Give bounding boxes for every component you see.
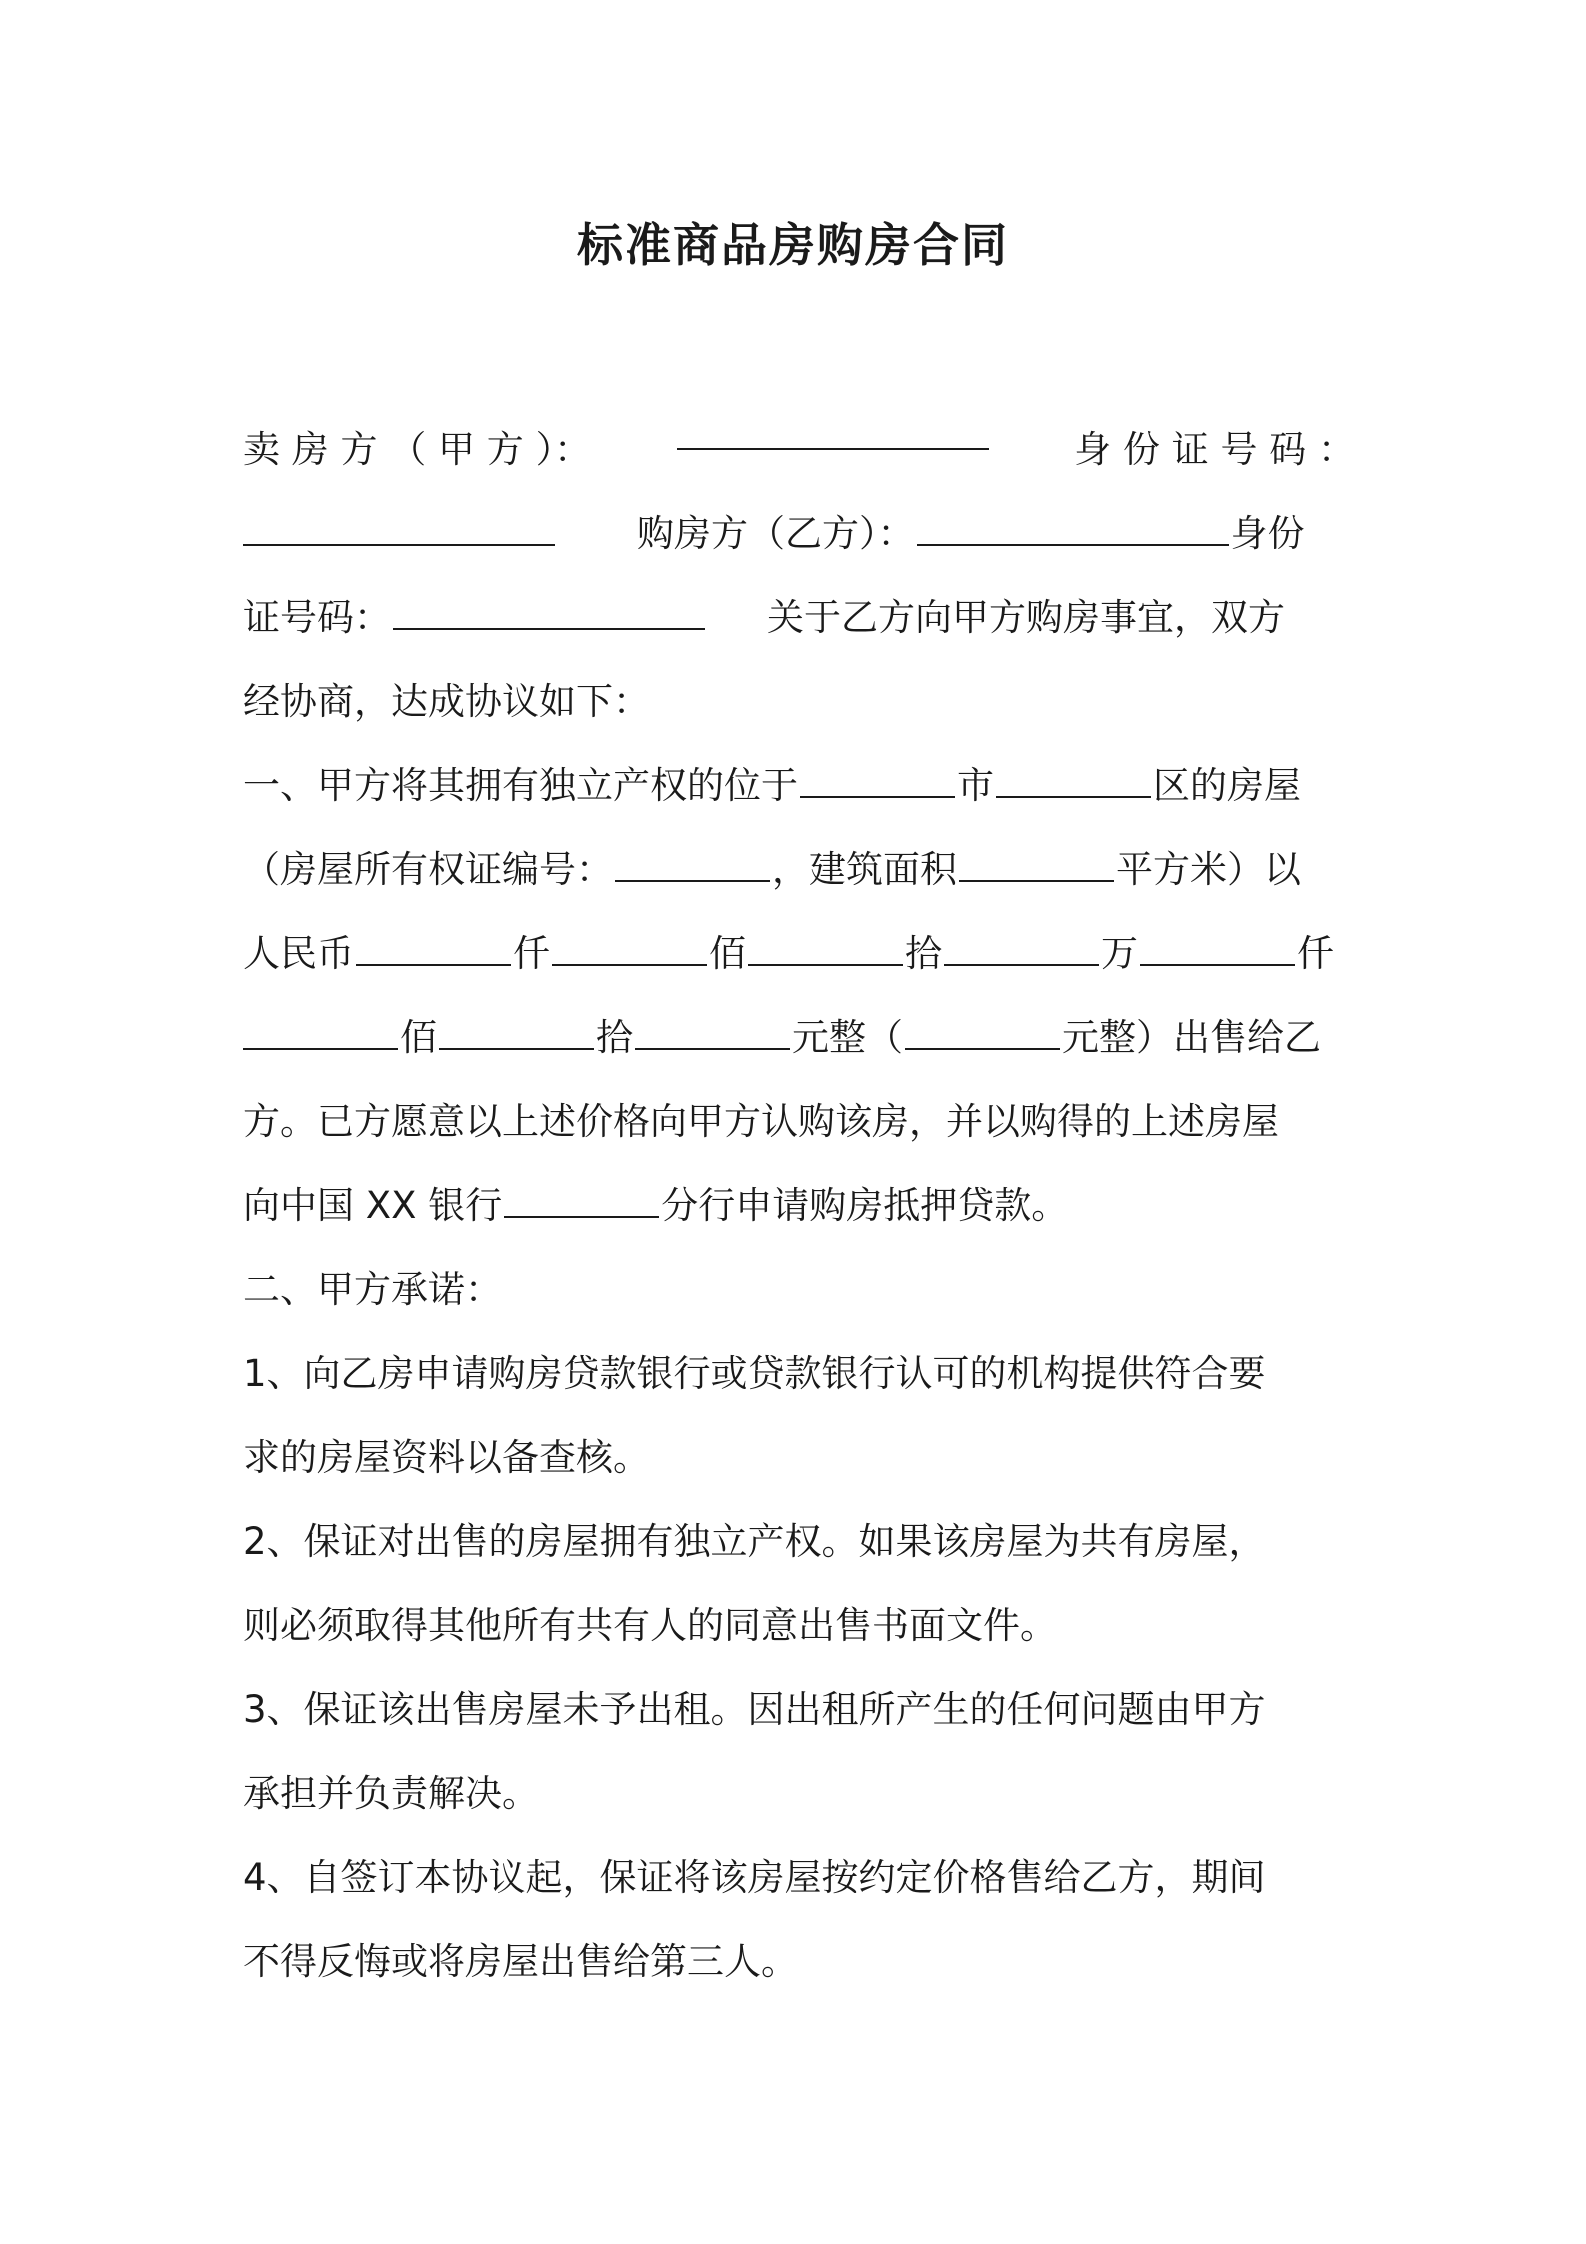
amount-digits-blank[interactable] (905, 1008, 1060, 1050)
unit-bai-2: 佰 (400, 1016, 437, 1059)
item-1-line-2 (243, 1416, 1355, 1500)
buyer-id-line (243, 576, 1355, 660)
bank-branch-label: 分行申请购房抵押贷款。 (661, 1184, 1069, 1227)
item-4-text-1: 4、自签订本协议起，保证将该房屋按约定价格售给乙方，期间 (243, 1856, 1266, 1899)
unit-wan: 万 (1101, 932, 1138, 975)
item-3-text-2: 承担并负责解决。 (243, 1772, 539, 1815)
amount-blank-6[interactable] (243, 1008, 398, 1050)
amount-blank-2[interactable] (552, 924, 707, 966)
clause-1-line-1 (243, 744, 1355, 828)
city-label: 市 (957, 764, 994, 807)
amount-blank-4[interactable] (944, 924, 1099, 966)
contract-body (243, 408, 1355, 2004)
clause-1-line-2 (243, 828, 1355, 912)
item-4-line-2 (243, 1920, 1355, 2004)
seller-name-blank[interactable] (677, 408, 989, 450)
cert-no-label: （房屋所有权证编号： (243, 848, 613, 891)
item-2-text-1: 2、保证对出售的房屋拥有独立产权。如果该房屋为共有房屋， (243, 1520, 1266, 1563)
area-label: ，建筑面积 (772, 848, 957, 891)
item-2-line-1 (243, 1500, 1355, 1584)
preamble-line-2 (243, 660, 1355, 744)
seller-id-blank[interactable] (243, 504, 555, 546)
amount-blank-5[interactable] (1140, 924, 1295, 966)
unit-yuan-open: 元整（ (792, 1016, 903, 1059)
seller-label: 卖 房 方 （ 甲 方 ）： (243, 428, 592, 471)
clause-1-line-5 (243, 1080, 1355, 1164)
buyer-name-blank[interactable] (917, 504, 1229, 546)
document-title: 标准商品房购房合同 (577, 218, 1009, 272)
clause-1-line-4 (243, 996, 1355, 1080)
unit-bai-1: 佰 (709, 932, 746, 975)
rmb-label: 人民币 (243, 932, 354, 975)
unit-yuan-close: 元整）出售给乙 (1062, 1016, 1321, 1059)
unit-qian-1: 仟 (513, 932, 550, 975)
seller-id-label: 身 份 证 号 码 ： (1074, 428, 1355, 471)
preamble-text-2: 经协商，达成协议如下： (243, 680, 650, 723)
clause-2-heading (243, 1248, 1355, 1332)
item-3-line-1 (243, 1668, 1355, 1752)
item-3-text-1: 3、保证该出售房屋未予出租。因出租所产生的任何问题由甲方 (243, 1688, 1266, 1731)
clause-1-text-5: 方。已方愿意以上述价格向甲方认购该房，并以购得的上述房屋 (243, 1100, 1279, 1143)
seller-line (243, 408, 1355, 492)
item-1-text-2: 求的房屋资料以备查核。 (243, 1436, 650, 1479)
city-blank[interactable] (800, 756, 955, 798)
item-2-line-2 (243, 1584, 1355, 1668)
item-4-text-2: 不得反悔或将房屋出售给第三人。 (243, 1940, 798, 1983)
item-3-line-2 (243, 1752, 1355, 1836)
amount-blank-3[interactable] (748, 924, 903, 966)
bank-label: 向中国 XX 银行 (243, 1184, 503, 1227)
item-1-text-1: 1、向乙房申请购房贷款银行或贷款银行认可的机构提供符合要 (243, 1352, 1266, 1395)
item-4-line-1 (243, 1836, 1355, 1920)
bank-branch-blank[interactable] (504, 1176, 659, 1218)
area-unit: 平方米）以 (1116, 848, 1301, 891)
buyer-id-label-part2: 证号码： (243, 596, 391, 639)
amount-blank-8[interactable] (635, 1008, 790, 1050)
unit-shi-1: 拾 (905, 932, 942, 975)
preamble-text: 关于乙方向甲方购房事宜，双方 (767, 596, 1285, 639)
district-label: 区的房屋 (1153, 764, 1301, 807)
item-1-line-1 (243, 1332, 1355, 1416)
clause-1-intro: 一、甲方将其拥有独立产权的位于 (243, 764, 798, 807)
unit-shi-2: 拾 (596, 1016, 633, 1059)
amount-blank-7[interactable] (439, 1008, 594, 1050)
area-blank[interactable] (959, 840, 1114, 882)
clause-1-line-3 (243, 912, 1355, 996)
buyer-label: 购房方（乙方）： (637, 512, 915, 555)
buyer-id-blank[interactable] (393, 588, 705, 630)
buyer-id-label-part1: 身份 (1230, 512, 1305, 555)
district-blank[interactable] (996, 756, 1151, 798)
unit-qian-2: 仟 (1297, 932, 1334, 975)
item-2-text-2: 则必须取得其他所有共有人的同意出售书面文件。 (243, 1604, 1057, 1647)
amount-blank-1[interactable] (356, 924, 511, 966)
clause-1-line-6 (243, 1164, 1355, 1248)
buyer-line (243, 492, 1355, 576)
clause-2-title: 二、甲方承诺： (243, 1268, 502, 1311)
cert-no-blank[interactable] (615, 840, 770, 882)
